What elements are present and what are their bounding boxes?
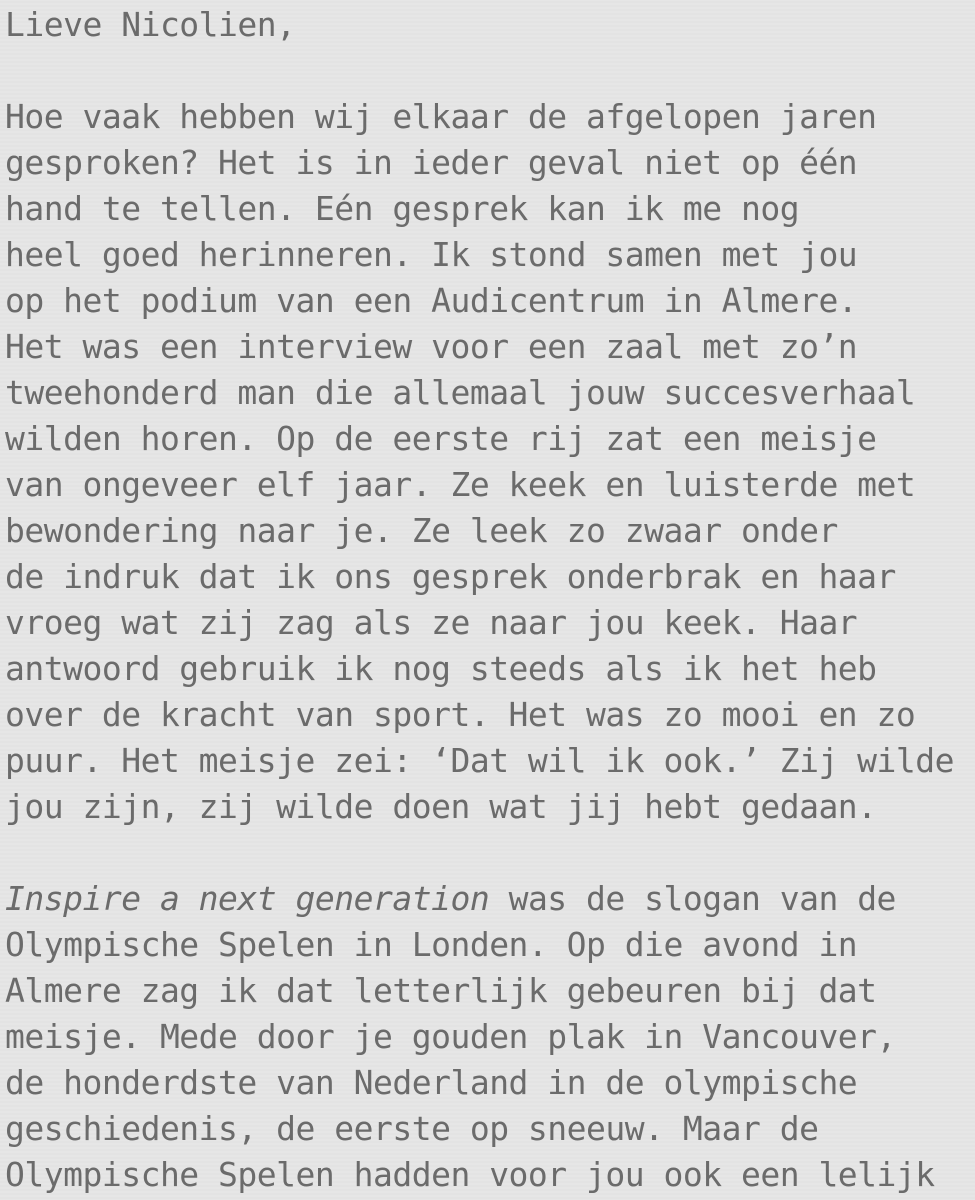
paragraph-line: geschiedenis, de eerste op sneeuw. Maar de	[5, 1109, 819, 1148]
paragraph-line: antwoord gebruik ik nog steeds als ik het heb	[5, 649, 877, 688]
letter-salutation	[5, 2, 975, 48]
salutation-line: Lieve Nicolien,	[5, 5, 296, 44]
paragraph-line: puur. Het meisje zei: ‘Dat wil ik ook.’ Zij wilde	[5, 741, 955, 780]
paragraph-line: de indruk dat ik ons gesprek onderbrak en haar	[5, 557, 896, 596]
paragraph-line: Almere zag ik dat letterlijk gebeuren bij dat	[5, 971, 877, 1010]
paragraph-line: jou zijn, zij wilde doen wat jij hebt gedaan.	[5, 787, 877, 826]
paragraph-line: hand te tellen. Eén gesprek kan ik me nog	[5, 189, 800, 228]
letter-paragraph-1	[5, 94, 975, 830]
paragraph-line: Het was een interview voor een zaal met zo’n	[5, 327, 858, 366]
paragraph-line: Hoe vaak hebben wij elkaar de afgelopen jaren	[5, 97, 877, 136]
paragraph-line: meisje. Mede door je gouden plak in Vancouver,	[5, 1017, 896, 1056]
paragraph-line	[5, 876, 975, 922]
paragraph-line: Olympische Spelen hadden voor jou ook een lelijk	[5, 1155, 935, 1194]
slogan-italic-text: Inspire a next generation	[5, 879, 490, 918]
paragraph-line: wilden horen. Op de eerste rij zat een meisje	[5, 419, 877, 458]
paragraph-line: vroeg wat zij zag als ze naar jou keek. Haar	[5, 603, 858, 642]
paragraph-line: bewondering naar je. Ze leek zo zwaar onder	[5, 511, 838, 550]
letter-paragraph-2	[5, 876, 975, 1198]
paragraph-line: over de kracht van sport. Het was zo mooi en zo	[5, 695, 916, 734]
paragraph-line: heel goed herinneren. Ik stond samen met jou	[5, 235, 858, 274]
paragraph-line: op het podium van een Audicentrum in Almere.	[5, 281, 858, 320]
paragraph-line: van ongeveer elf jaar. Ze keek en luisterde met	[5, 465, 916, 504]
paragraph-line: tweehonderd man die allemaal jouw succesverhaal	[5, 373, 916, 412]
paragraph-line: gesproken? Het is in ieder geval niet op één	[5, 143, 858, 182]
slogan-line-rest: was de slogan van de	[489, 879, 896, 918]
paragraph-line: de honderdste van Nederland in de olympische	[5, 1063, 858, 1102]
paragraph-line: Olympische Spelen in Londen. Op die avond in	[5, 925, 858, 964]
